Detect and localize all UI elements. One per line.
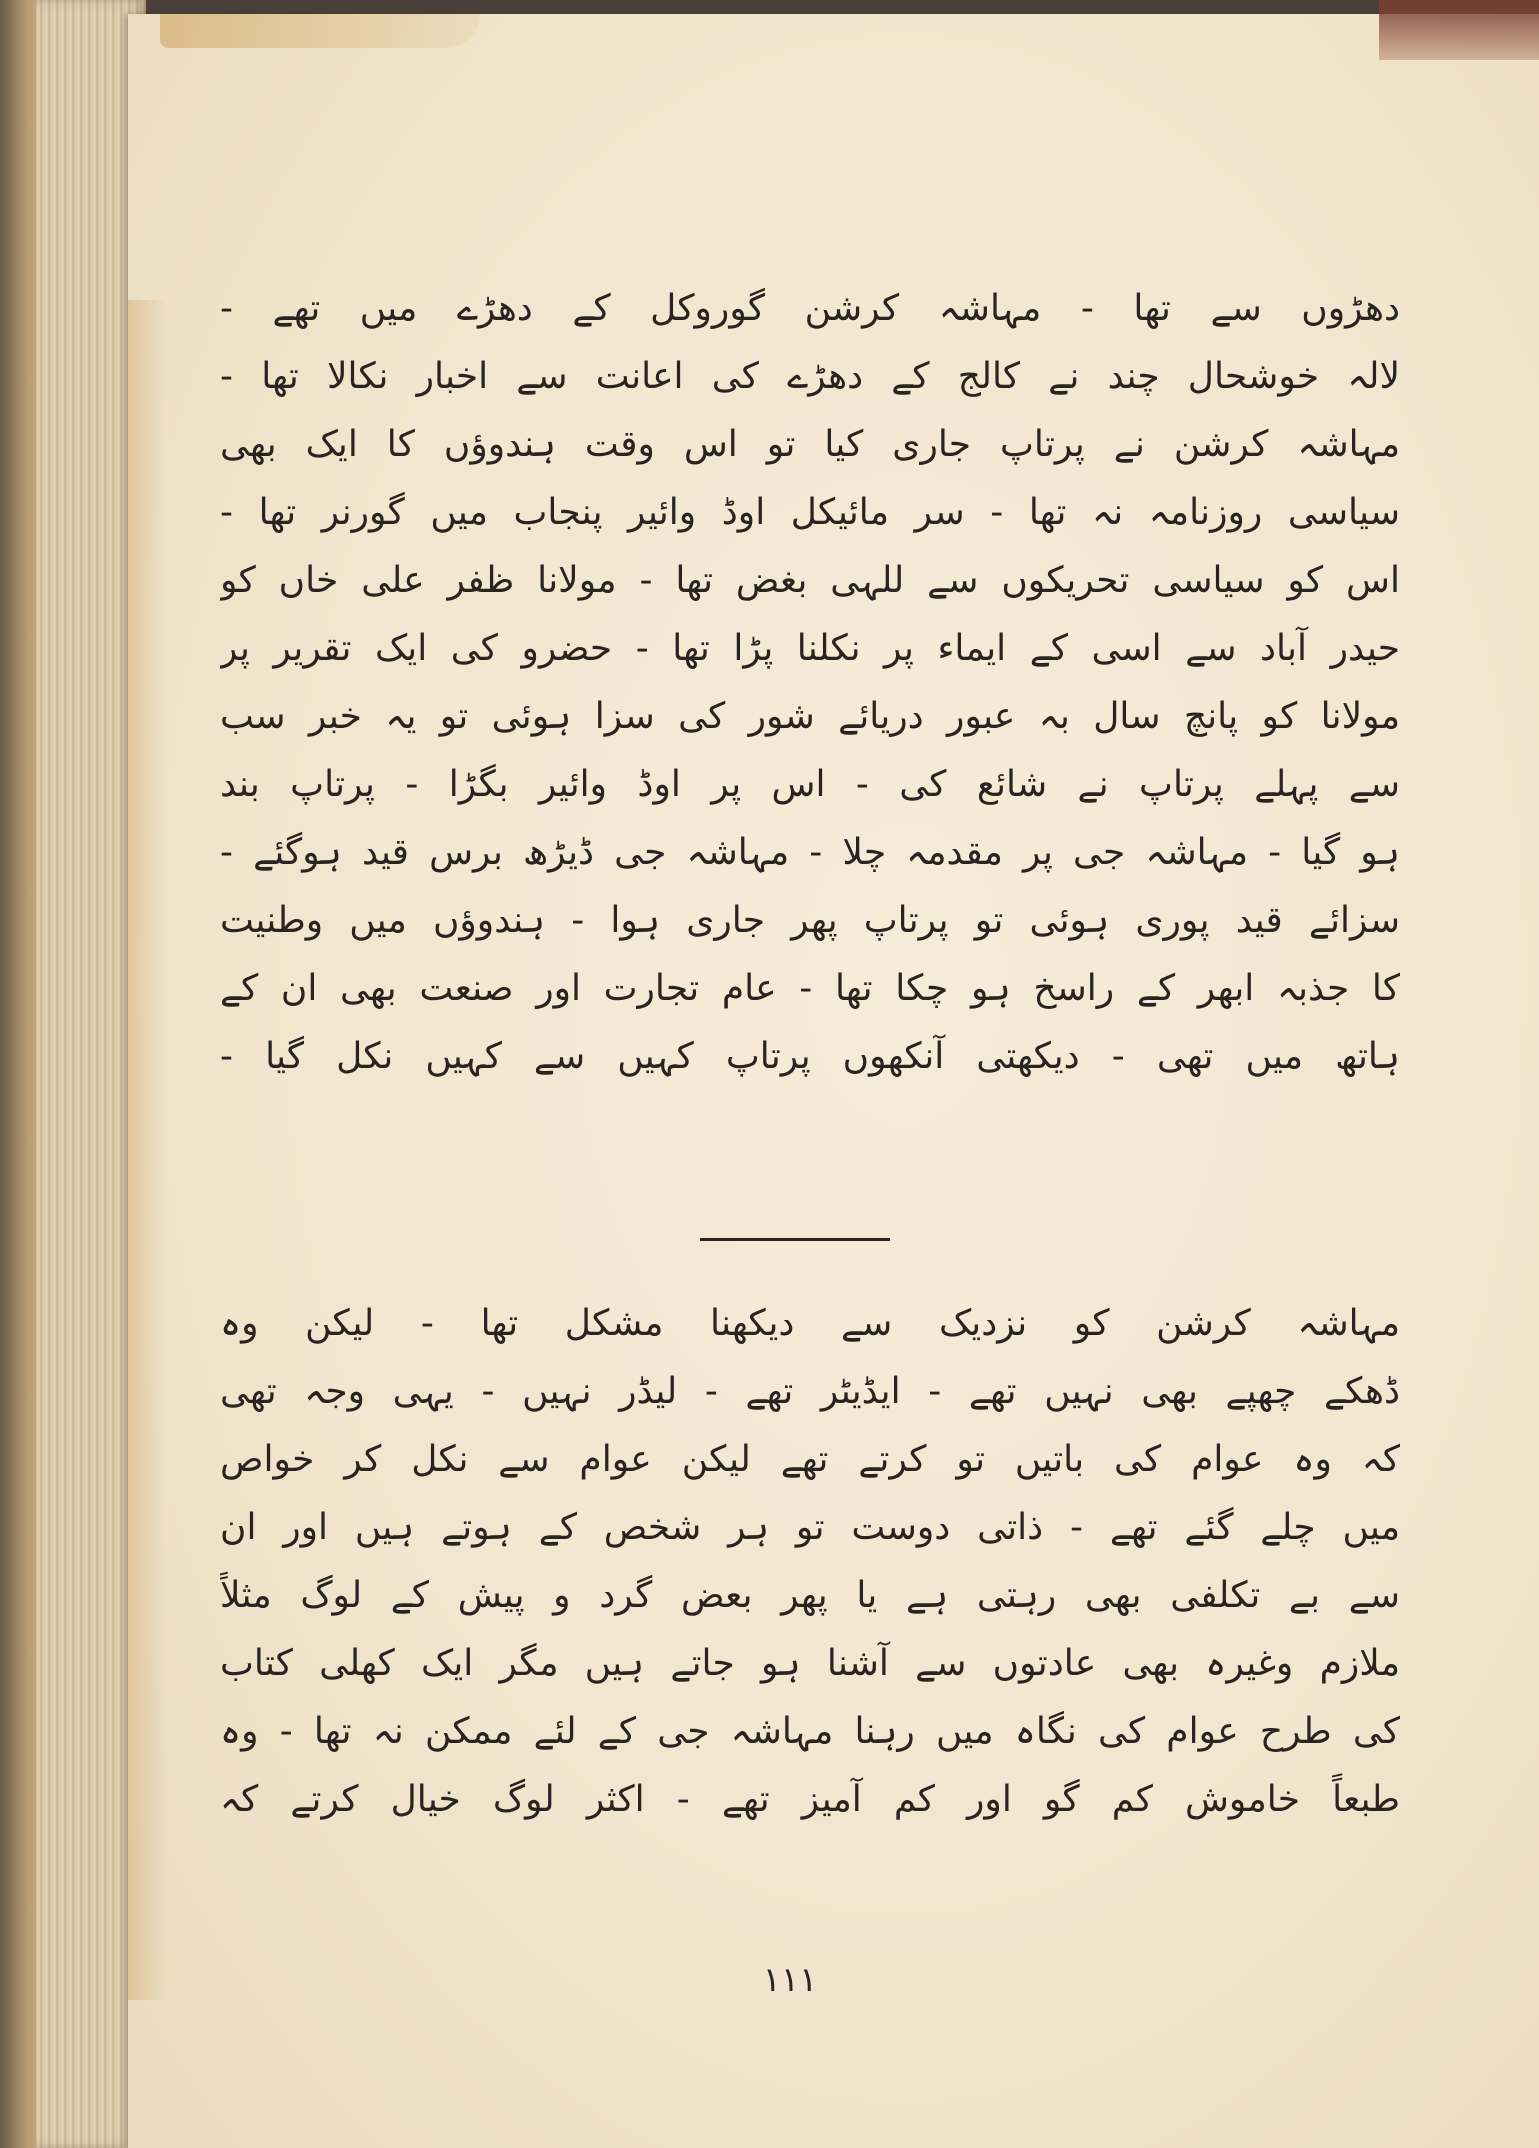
text-line: ہو گیا - مہاشہ جی پر مقدمہ چلا - مہاشہ جی ڈیڑھ برس قید ہوگئے - xyxy=(220,832,1400,873)
section-separator xyxy=(700,1238,890,1241)
text-line: مہاشہ کرشن نے پرتاپ جاری کیا تو اس وقت ہندوؤں کا ایک بھی xyxy=(220,424,1400,465)
text-line: ہاتھ میں تھی - دیکھتی آنکھوں پرتاپ کہیں سے کہیں نکل گیا - xyxy=(220,1036,1400,1077)
page-number: ۱۱۱ xyxy=(762,1960,818,2000)
text-line: سے بے تکلفی بھی رہتی ہے یا پھر بعض گرد و پیش کے لوگ مثلاً xyxy=(220,1575,1400,1616)
text-line: ملازم وغیرہ بھی عادتوں سے آشنا ہو جاتے ہیں مگر ایک کھلی کتاب xyxy=(220,1643,1400,1684)
corner-stain xyxy=(1379,0,1539,60)
text-line: مہاشہ کرشن کو نزدیک سے دیکھنا مشکل تھا - لیکن وہ xyxy=(220,1303,1400,1344)
paragraph-2 xyxy=(220,1290,1400,1834)
paragraph-1 xyxy=(220,275,1400,1091)
text-line: لالہ خوشحال چند نے کالج کے دھڑے کی اعانت سے اخبار نکالا تھا - xyxy=(220,356,1400,397)
text-line: کا جذبہ ابھر کے راسخ ہو چکا تھا - عام تجارت اور صنعت بھی ان کے xyxy=(220,968,1400,1009)
text-line: میں چلے گئے تھے - ذاتی دوست تو ہر شخص کے ہوتے ہیں اور ان xyxy=(220,1507,1400,1548)
text-line: کہ وہ عوام کی باتیں تو کرتے تھے لیکن عوام سے نکل کر خواص xyxy=(220,1439,1400,1480)
edge-stain xyxy=(128,300,168,2000)
text-line: دھڑوں سے تھا - مہاشہ کرشن گوروکل کے دھڑے میں تھے - xyxy=(220,288,1400,329)
text-line: مولانا کو پانچ سال بہ عبور دریائے شور کی سزا ہوئی تو یہ خبر سب xyxy=(220,696,1400,737)
text-line: سیاسی روزنامہ نہ تھا - سر مائیکل اوڈ وائیر پنجاب میں گورنر تھا - xyxy=(220,492,1400,533)
text-line: طبعاً خاموش کم گو اور کم آمیز تھے - اکثر لوگ خیال کرتے کہ xyxy=(220,1779,1400,1820)
paper-stain xyxy=(160,14,480,48)
text-line: سزائے قید پوری ہوئی تو پرتاپ پھر جاری ہوا - ہندوؤں میں وطنیت xyxy=(220,900,1400,941)
text-line: کی طرح عوام کی نگاہ میں رہنا مہاشہ جی کے لئے ممکن نہ تھا - وہ xyxy=(220,1711,1400,1752)
text-line: ڈھکے چھپے بھی نہیں تھے - ایڈیٹر تھے - لیڈر نہیں - یہی وجہ تھی xyxy=(220,1371,1400,1412)
text-line: حیدر آباد سے اسی کے ایماء پر نکلنا پڑا تھا - حضرو کی ایک تقریر پر xyxy=(220,628,1400,669)
text-line: سے پہلے پرتاپ نے شائع کی - اس پر اوڈ وائیر بگڑا - پرتاپ بند xyxy=(220,764,1400,805)
text-line: اس کو سیاسی تحریکوں سے للہی بغض تھا - مولانا ظفر علی خاں کو xyxy=(220,560,1400,601)
